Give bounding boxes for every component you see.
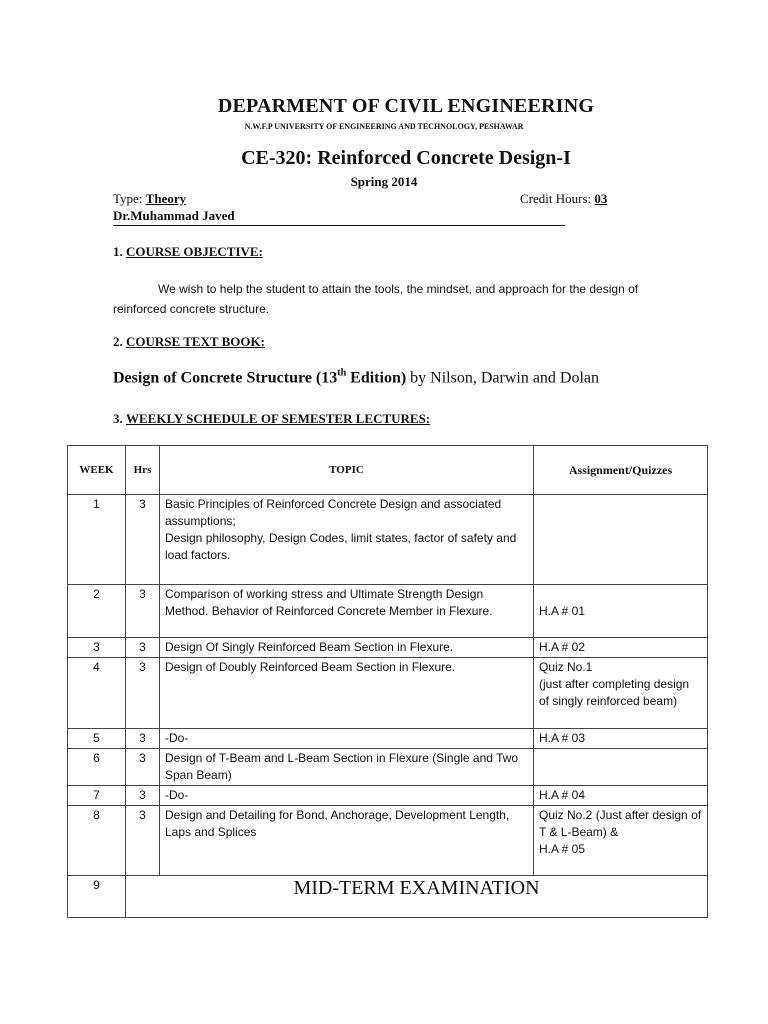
assignment-cell <box>534 495 708 585</box>
week-cell: 8 <box>68 806 126 876</box>
hrs-cell: 3 <box>126 786 160 806</box>
table-row <box>68 806 708 876</box>
course-type-label: Type: <box>113 191 146 206</box>
table-row <box>68 585 708 638</box>
course-type-value: Theory <box>145 191 187 206</box>
assignment-cell: H.A # 04 <box>534 786 708 806</box>
assignment-cell: H.A # 03 <box>534 729 708 749</box>
topic-cell: -Do- <box>160 729 534 749</box>
assignment-cell: H.A # 02 <box>534 638 708 658</box>
hrs-cell: 3 <box>126 495 160 585</box>
midterm-label: MID-TERM EXAMINATION <box>126 876 708 918</box>
section-title: COURSE TEXT BOOK: <box>126 334 265 349</box>
schedule-table <box>67 445 708 918</box>
table-header-row <box>68 446 708 495</box>
section-schedule-heading <box>113 411 430 427</box>
textbook-reference <box>113 368 599 387</box>
credit-hours-value: 03 <box>594 191 608 206</box>
university-name: N.W.F.P UNIVERSITY OF ENGINEERING AND TECHNOLOGY, PESHAWAR <box>244 122 524 131</box>
table-row <box>68 729 708 749</box>
week-cell: 2 <box>68 585 126 638</box>
credit-hours-label: Credit Hours: <box>520 191 595 206</box>
topic-cell: -Do- <box>160 786 534 806</box>
table-row <box>68 495 708 585</box>
course-type <box>113 191 186 207</box>
header-assignment: Assignment/Quizzes <box>534 446 708 495</box>
section-number: 1. <box>113 244 126 259</box>
course-title: CE-320: Reinforced Concrete Design-I <box>241 147 571 169</box>
midterm-row <box>68 876 708 918</box>
objective-text: We wish to help the student to attain the tools, the mindset, and approach for the design of reinforced concrete structure. <box>113 282 639 316</box>
book-title: Design of Concrete Structure (13 <box>113 369 338 387</box>
section-objective-heading <box>113 244 263 260</box>
credit-hours <box>520 191 607 207</box>
topic-cell: Basic Principles of Reinforced Concrete Design and associated assumptions; Design philosophy, Design Codes, limit states, factor of safety and load factors. <box>160 495 534 585</box>
assignment-cell: H.A # 01 <box>534 585 708 638</box>
week-cell: 5 <box>68 729 126 749</box>
semester: Spring 2014 <box>350 174 418 189</box>
hrs-cell: 3 <box>126 806 160 876</box>
assignment-cell: Quiz No.1 (just after completing design of singly reinforced beam) <box>534 658 708 729</box>
header-topic: TOPIC <box>160 446 534 495</box>
topic-cell: Comparison of working stress and Ultimate Strength Design Method. Behavior of Reinforced Concrete Member in Flexure. <box>160 585 534 638</box>
section-title: WEEKLY SCHEDULE OF SEMESTER LECTURES: <box>126 411 431 426</box>
week-cell: 7 <box>68 786 126 806</box>
department-title: DEPARMENT OF CIVIL ENGINEERING <box>217 95 595 117</box>
table-row <box>68 658 708 729</box>
section-title: COURSE OBJECTIVE: <box>126 244 263 259</box>
book-edition: Edition) <box>346 369 407 387</box>
week-cell: 6 <box>68 749 126 786</box>
topic-cell: Design of T-Beam and L-Beam Section in Flexure (Single and Two Span Beam) <box>160 749 534 786</box>
hrs-cell: 3 <box>126 585 160 638</box>
midterm-week: 9 <box>68 876 126 918</box>
week-cell: 4 <box>68 658 126 729</box>
book-authors: by Nilson, Darwin and Dolan <box>406 369 600 387</box>
book-edition-sup: th <box>337 368 347 379</box>
assignment-cell <box>534 749 708 786</box>
topic-cell: Design Of Singly Reinforced Beam Section in Flexure. <box>160 638 534 658</box>
hrs-cell: 3 <box>126 729 160 749</box>
header-hrs: Hrs <box>126 446 160 495</box>
hrs-cell: 3 <box>126 638 160 658</box>
section-number: 2. <box>113 334 126 349</box>
topic-cell: Design of Doubly Reinforced Beam Section in Flexure. <box>160 658 534 729</box>
table-row <box>68 638 708 658</box>
header-week: WEEK <box>68 446 126 495</box>
week-cell: 3 <box>68 638 126 658</box>
section-textbook-heading <box>113 334 265 350</box>
topic-cell: Design and Detailing for Bond, Anchorage, Development Length, Laps and Splices <box>160 806 534 876</box>
section-number: 3. <box>113 411 126 426</box>
week-cell: 1 <box>68 495 126 585</box>
assignment-cell: Quiz No.2 (Just after design of T & L-Beam) & H.A # 05 <box>534 806 708 876</box>
table-row <box>68 749 708 786</box>
hrs-cell: 3 <box>126 658 160 729</box>
instructor-name: Dr.Muhammad Javed <box>113 208 565 226</box>
table-row <box>68 786 708 806</box>
hrs-cell: 3 <box>126 749 160 786</box>
